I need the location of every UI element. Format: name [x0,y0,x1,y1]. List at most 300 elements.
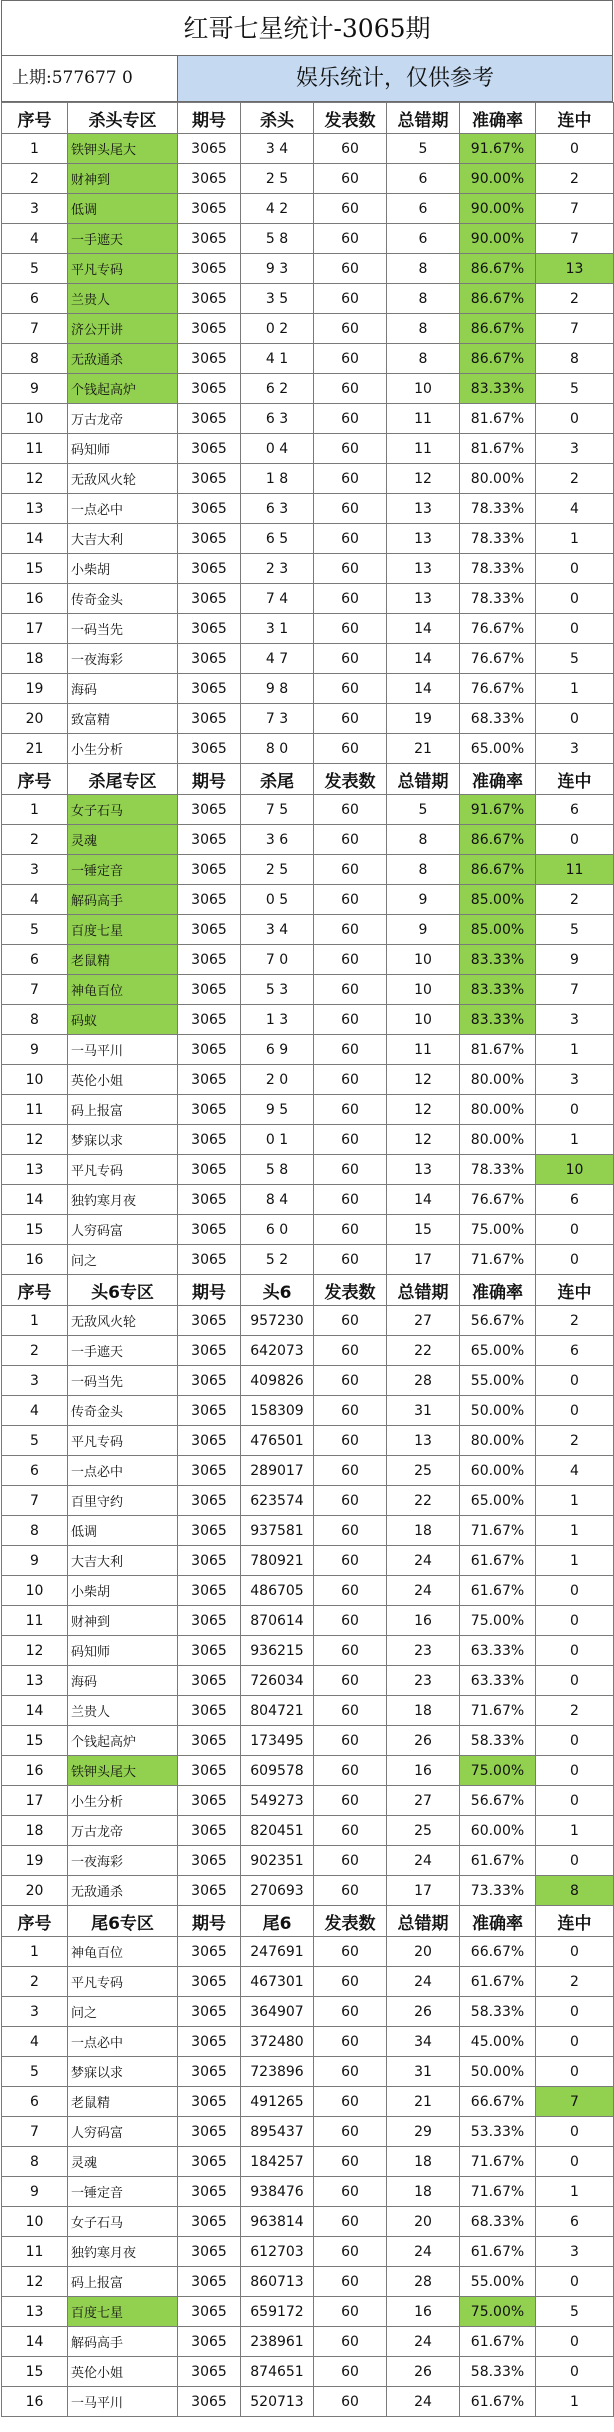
row-index: 13 [2,1155,68,1185]
published-count: 60 [314,2087,387,2117]
streak: 1 [536,2387,614,2417]
prediction-code: 1 8 [241,464,314,494]
row-index: 7 [2,314,68,344]
period: 3065 [178,494,241,524]
accuracy: 55.00% [460,2267,536,2297]
section-header-row [2,103,614,134]
row-index: 15 [2,2357,68,2387]
accuracy: 90.00% [460,194,536,224]
accuracy: 75.00% [460,1756,536,1786]
prediction-code: 2 0 [241,1065,314,1095]
period: 3065 [178,1366,241,1396]
period: 3065 [178,734,241,764]
period: 3065 [178,1846,241,1876]
accuracy: 85.00% [460,915,536,945]
error-count: 10 [387,1005,460,1035]
streak: 0 [536,554,614,584]
predictor-name: 兰贵人 [68,1696,178,1726]
error-count: 24 [387,1846,460,1876]
predictor-name: 大吉大利 [68,524,178,554]
info-bar [1,55,613,102]
accuracy: 50.00% [460,1396,536,1426]
accuracy: 90.00% [460,224,536,254]
published-count: 60 [314,674,387,704]
table-row [2,1456,614,1486]
zone-header: 头6专区 [68,1275,178,1306]
error-count: 26 [387,2357,460,2387]
published-count: 60 [314,734,387,764]
accuracy: 61.67% [460,2387,536,2417]
predictor-name: 老鼠精 [68,945,178,975]
table-row [2,314,614,344]
period: 3065 [178,314,241,344]
error-count: 28 [387,1366,460,1396]
published-count: 60 [314,524,387,554]
period: 3065 [178,404,241,434]
published-count: 60 [314,2387,387,2417]
row-index: 19 [2,1846,68,1876]
row-index: 5 [2,915,68,945]
period: 3065 [178,1816,241,1846]
predictor-name: 兰贵人 [68,284,178,314]
published-count: 60 [314,1245,387,1275]
streak: 6 [536,1336,614,1366]
error-count: 10 [387,975,460,1005]
error-count: 25 [387,1816,460,1846]
table-row [2,1065,614,1095]
predictor-name: 小柴胡 [68,1576,178,1606]
period: 3065 [178,2387,241,2417]
period: 3065 [178,1937,241,1967]
section-header-row [2,764,614,795]
accuracy: 75.00% [460,2297,536,2327]
row-index: 6 [2,2087,68,2117]
error-count: 27 [387,1786,460,1816]
streak: 1 [536,1486,614,1516]
error-count: 14 [387,614,460,644]
row-index: 3 [2,855,68,885]
prediction-code: 0 2 [241,314,314,344]
published-count: 60 [314,1876,387,1906]
streak: 0 [536,825,614,855]
row-index: 5 [2,2057,68,2087]
period: 3065 [178,1666,241,1696]
prediction-code: 491265 [241,2087,314,2117]
error-count: 5 [387,795,460,825]
row-index: 13 [2,2297,68,2327]
period: 3065 [178,2087,241,2117]
published-count: 60 [314,254,387,284]
table-row [2,374,614,404]
streak: 7 [536,194,614,224]
period: 3065 [178,1336,241,1366]
row-index: 7 [2,1486,68,1516]
error-count: 11 [387,1035,460,1065]
table-row [2,434,614,464]
prediction-code: 549273 [241,1786,314,1816]
period: 3065 [178,1967,241,1997]
predictor-name: 梦寐以求 [68,1125,178,1155]
predictor-name: 无敌风火轮 [68,464,178,494]
period: 3065 [178,1756,241,1786]
error-count: 5 [387,134,460,164]
row-index: 20 [2,1876,68,1906]
row-index: 8 [2,1005,68,1035]
error-count: 20 [387,2207,460,2237]
streak: 2 [536,1967,614,1997]
table-row [2,2117,614,2147]
prediction-code: 804721 [241,1696,314,1726]
row-index: 2 [2,825,68,855]
last-period-result: 上期:577677 0 [2,56,178,101]
prediction-code: 6 2 [241,374,314,404]
period: 3065 [178,284,241,314]
table-row [2,2387,614,2417]
prediction-code: 173495 [241,1726,314,1756]
streak: 0 [536,1606,614,1636]
period: 3065 [178,825,241,855]
published-count: 60 [314,2177,387,2207]
published-count: 60 [314,1155,387,1185]
row-index: 9 [2,1546,68,1576]
published-count: 60 [314,1756,387,1786]
prediction-code: 860713 [241,2267,314,2297]
table-row [2,1846,614,1876]
row-index: 16 [2,584,68,614]
period: 3065 [178,374,241,404]
table-row [2,2327,614,2357]
row-index: 12 [2,2267,68,2297]
published-count: 60 [314,1967,387,1997]
period-header: 期号 [178,1275,241,1306]
predictor-name: 人穷码富 [68,1215,178,1245]
predictor-name: 低调 [68,1516,178,1546]
period: 3065 [178,2327,241,2357]
error-count: 17 [387,1245,460,1275]
accuracy: 83.33% [460,945,536,975]
period-header: 期号 [178,764,241,795]
table-row [2,885,614,915]
error-count: 13 [387,494,460,524]
table-row [2,1486,614,1516]
prediction-code: 270693 [241,1876,314,1906]
error-count: 21 [387,734,460,764]
period: 3065 [178,194,241,224]
table-row [2,975,614,1005]
row-index: 16 [2,1245,68,1275]
prediction-code: 3 5 [241,284,314,314]
streak: 9 [536,945,614,975]
prediction-code: 7 3 [241,704,314,734]
predictor-name: 平凡专码 [68,1426,178,1456]
error-count: 12 [387,464,460,494]
predictor-name: 平凡专码 [68,1155,178,1185]
table-row [2,945,614,975]
accuracy-header: 准确率 [460,1906,536,1937]
row-index: 21 [2,734,68,764]
prediction-code: 902351 [241,1846,314,1876]
error-count: 12 [387,1125,460,1155]
code-header: 头6 [241,1275,314,1306]
period: 3065 [178,1546,241,1576]
table-row [2,1125,614,1155]
error-count: 6 [387,164,460,194]
period: 3065 [178,2237,241,2267]
streak: 4 [536,1456,614,1486]
predictor-name: 灵魂 [68,825,178,855]
published-count: 60 [314,224,387,254]
table-row [2,134,614,164]
table-row [2,554,614,584]
published-count: 60 [314,1816,387,1846]
accuracy: 58.33% [460,1997,536,2027]
streak: 3 [536,2237,614,2267]
error-count: 27 [387,1306,460,1336]
streak: 3 [536,1065,614,1095]
row-index: 12 [2,1125,68,1155]
period: 3065 [178,2177,241,2207]
published-count: 60 [314,644,387,674]
row-index: 14 [2,2327,68,2357]
disclaimer-banner: 娱乐统计，仅供参考 [178,56,612,101]
published-count: 60 [314,975,387,1005]
table-row [2,584,614,614]
streak: 3 [536,434,614,464]
predictor-name: 解码高手 [68,885,178,915]
predictor-name: 独钓寒月夜 [68,2237,178,2267]
streak: 5 [536,915,614,945]
predictor-name: 无敌通杀 [68,344,178,374]
streak: 0 [536,1215,614,1245]
published-count: 60 [314,1937,387,1967]
predictor-name: 独钓寒月夜 [68,1185,178,1215]
period: 3065 [178,1997,241,2027]
streak: 2 [536,885,614,915]
table-row [2,1756,614,1786]
row-index: 18 [2,1816,68,1846]
table-row [2,524,614,554]
prediction-code: 5 8 [241,224,314,254]
row-index: 9 [2,1035,68,1065]
predictor-name: 致富精 [68,704,178,734]
error-count: 13 [387,524,460,554]
error-count: 23 [387,1636,460,1666]
published-count: 60 [314,554,387,584]
published-count: 60 [314,1366,387,1396]
streak: 2 [536,1426,614,1456]
predictor-name: 小生分析 [68,734,178,764]
prediction-code: 8 4 [241,1185,314,1215]
period: 3065 [178,1726,241,1756]
published-count: 60 [314,2327,387,2357]
streak: 0 [536,584,614,614]
row-index: 3 [2,194,68,224]
error-count: 23 [387,1666,460,1696]
prediction-code: 5 8 [241,1155,314,1185]
period: 3065 [178,1035,241,1065]
published-count: 60 [314,2297,387,2327]
error-count: 9 [387,885,460,915]
table-row [2,224,614,254]
prediction-code: 4 2 [241,194,314,224]
predictor-name: 财神到 [68,164,178,194]
accuracy: 80.00% [460,1095,536,1125]
accuracy: 78.33% [460,524,536,554]
accuracy: 45.00% [460,2027,536,2057]
published-count: 60 [314,1696,387,1726]
table-row [2,1576,614,1606]
predictor-name: 码知师 [68,1636,178,1666]
streak-header: 连中 [536,764,614,795]
prediction-code: 5 2 [241,1245,314,1275]
predictor-name: 万古龙帝 [68,1816,178,1846]
published-count: 60 [314,314,387,344]
streak: 1 [536,1546,614,1576]
prediction-code: 7 0 [241,945,314,975]
published-count: 60 [314,1786,387,1816]
table-row [2,1636,614,1666]
predictor-name: 小生分析 [68,1786,178,1816]
row-index: 11 [2,2237,68,2267]
published-count: 60 [314,2027,387,2057]
published-count: 60 [314,194,387,224]
predictor-name: 海码 [68,674,178,704]
row-index: 2 [2,164,68,194]
streak: 2 [536,1696,614,1726]
error-count: 10 [387,374,460,404]
streak: 3 [536,734,614,764]
predictor-name: 一手遮天 [68,1336,178,1366]
accuracy-header: 准确率 [460,764,536,795]
published-header: 发表数 [314,764,387,795]
error-count: 13 [387,1426,460,1456]
row-index: 5 [2,1426,68,1456]
predictor-name: 码知师 [68,434,178,464]
index-header: 序号 [2,1275,68,1306]
period: 3065 [178,1486,241,1516]
streak: 0 [536,134,614,164]
period: 3065 [178,915,241,945]
row-index: 16 [2,2387,68,2417]
published-count: 60 [314,1426,387,1456]
error-count: 13 [387,584,460,614]
predictor-name: 问之 [68,1997,178,2027]
accuracy: 58.33% [460,1726,536,1756]
period: 3065 [178,1095,241,1125]
period: 3065 [178,2297,241,2327]
accuracy: 91.67% [460,795,536,825]
errors-header: 总错期 [387,1906,460,1937]
streak: 2 [536,464,614,494]
error-count: 11 [387,434,460,464]
predictor-name: 无敌风火轮 [68,1306,178,1336]
period: 3065 [178,1306,241,1336]
published-count: 60 [314,134,387,164]
published-count: 60 [314,945,387,975]
error-count: 15 [387,1215,460,1245]
accuracy: 60.00% [460,1456,536,1486]
accuracy: 86.67% [460,344,536,374]
predictor-name: 英伦小姐 [68,2357,178,2387]
streak: 0 [536,1636,614,1666]
accuracy: 76.67% [460,614,536,644]
prediction-code: 8 0 [241,734,314,764]
error-count: 28 [387,2267,460,2297]
prediction-code: 957230 [241,1306,314,1336]
row-index: 10 [2,2207,68,2237]
accuracy: 80.00% [460,1065,536,1095]
accuracy-header: 准确率 [460,1275,536,1306]
published-count: 60 [314,1065,387,1095]
published-count: 60 [314,1846,387,1876]
published-count: 60 [314,825,387,855]
zone-header: 杀头专区 [68,103,178,134]
published-count: 60 [314,494,387,524]
row-index: 8 [2,1516,68,1546]
predictor-name: 低调 [68,194,178,224]
published-header: 发表数 [314,1275,387,1306]
streak-header: 连中 [536,1275,614,1306]
row-index: 6 [2,945,68,975]
predictor-name: 神龟百位 [68,975,178,1005]
prediction-code: 9 3 [241,254,314,284]
predictor-name: 财神到 [68,1606,178,1636]
prediction-code: 6 3 [241,404,314,434]
accuracy: 61.67% [460,1846,536,1876]
accuracy: 63.33% [460,1666,536,1696]
published-count: 60 [314,434,387,464]
prediction-code: 2 5 [241,855,314,885]
row-index: 2 [2,1967,68,1997]
row-index: 13 [2,1666,68,1696]
period: 3065 [178,1516,241,1546]
row-index: 17 [2,614,68,644]
prediction-code: 723896 [241,2057,314,2087]
prediction-code: 7 4 [241,584,314,614]
table-row [2,2357,614,2387]
predictor-name: 小柴胡 [68,554,178,584]
published-count: 60 [314,374,387,404]
accuracy: 86.67% [460,314,536,344]
row-index: 1 [2,1937,68,1967]
prediction-code: 659172 [241,2297,314,2327]
table-row [2,494,614,524]
published-count: 60 [314,1035,387,1065]
table-row [2,855,614,885]
streak: 1 [536,1035,614,1065]
prediction-code: 520713 [241,2387,314,2417]
accuracy: 71.67% [460,1245,536,1275]
row-index: 16 [2,1756,68,1786]
prediction-code: 726034 [241,1666,314,1696]
accuracy: 65.00% [460,734,536,764]
table-row [2,795,614,825]
published-count: 60 [314,2207,387,2237]
table-row [2,1876,614,1906]
streak: 4 [536,494,614,524]
published-count: 60 [314,1005,387,1035]
accuracy: 75.00% [460,1215,536,1245]
predictor-name: 百度七星 [68,915,178,945]
error-count: 16 [387,1756,460,1786]
published-count: 60 [314,2357,387,2387]
streak: 0 [536,1786,614,1816]
error-count: 20 [387,1937,460,1967]
streak: 0 [536,2327,614,2357]
error-count: 8 [387,314,460,344]
error-count: 8 [387,344,460,374]
row-index: 19 [2,674,68,704]
